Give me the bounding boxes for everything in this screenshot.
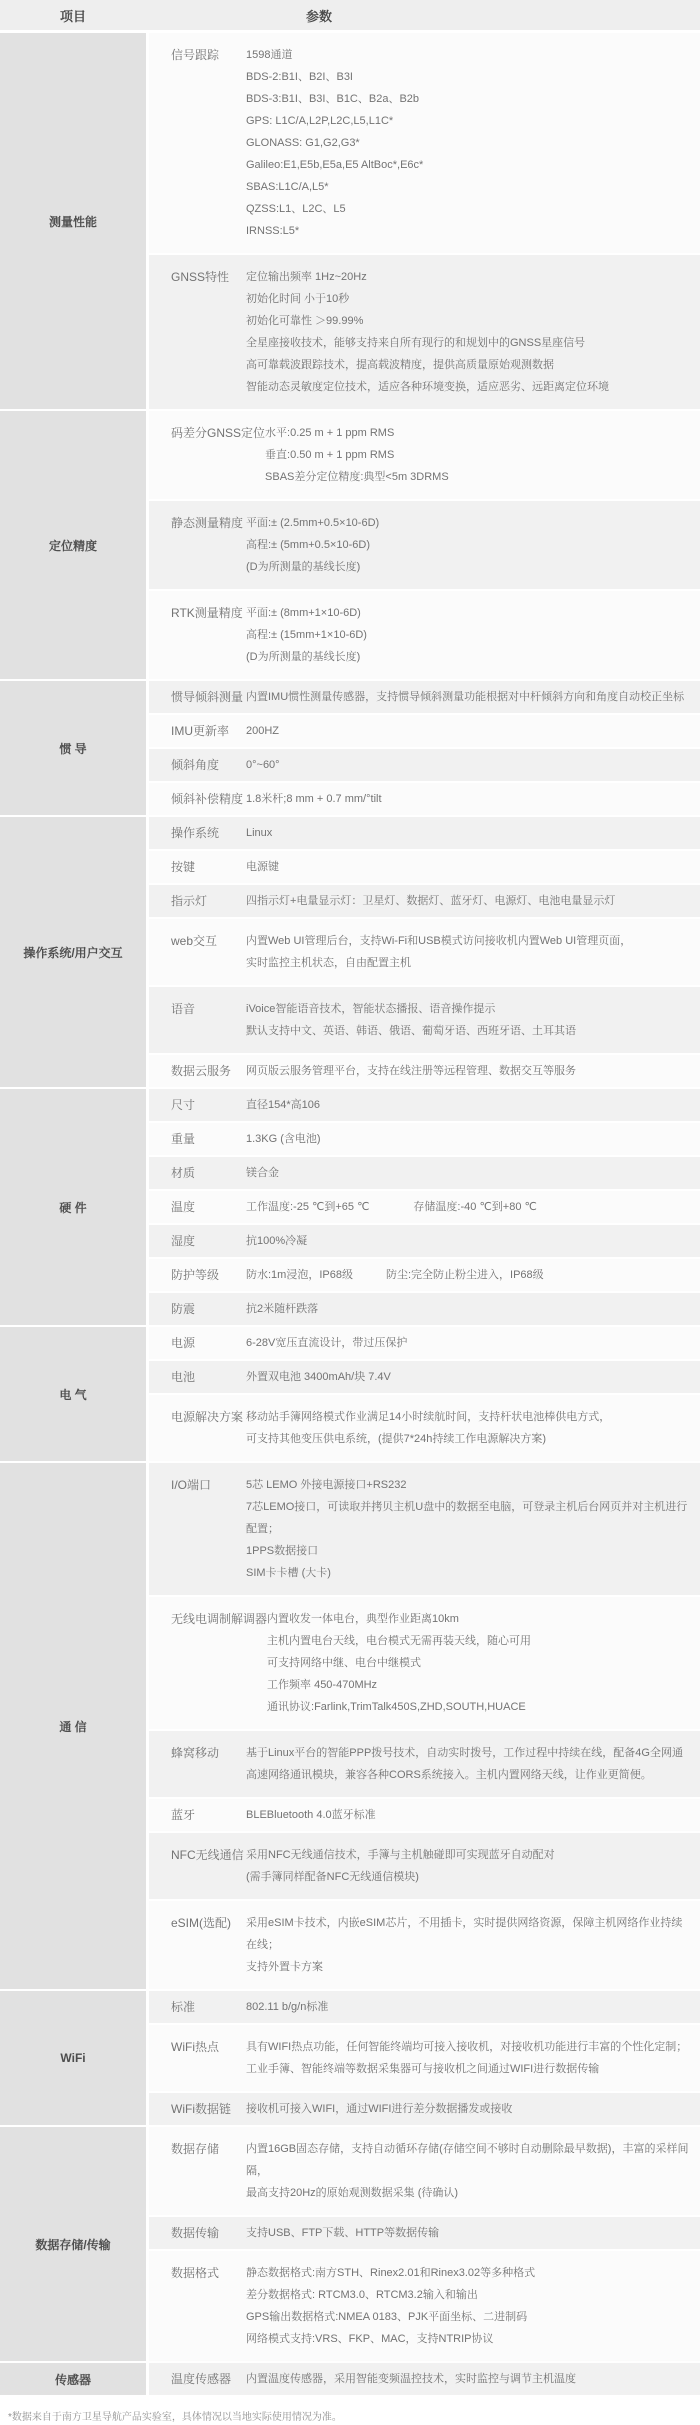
table-row bbox=[149, 817, 700, 849]
value-line: 可支持网络中继、电台中继模式 bbox=[267, 1657, 422, 1669]
param-label: WiFi数据链 bbox=[171, 2102, 231, 2116]
value-line: 电源键 bbox=[246, 861, 279, 873]
value-line: BDS-3:B1I、B3I、B1C、B2a、B2b bbox=[246, 93, 420, 105]
param-value bbox=[246, 2222, 700, 2244]
value-line: 采用NFC无线通信技术，手簿与主机触碰即可实现蓝牙自动配对 bbox=[246, 1849, 555, 1861]
param-value bbox=[265, 422, 700, 488]
param-label: I/O端口 bbox=[171, 1478, 212, 1492]
value-line: 最高支持20Hz的原始观测数据采集 (待确认) bbox=[246, 2187, 459, 2199]
value-line: QZSS:L1、L2C、L5 bbox=[246, 203, 346, 215]
category-cell: 测量性能 bbox=[0, 33, 146, 409]
param-value bbox=[246, 1474, 700, 1584]
spec-group bbox=[0, 681, 700, 815]
category-cell: 定位精度 bbox=[0, 411, 146, 679]
table-row bbox=[149, 255, 700, 409]
value-line: 平面:± (8mm+1×10-6D) bbox=[246, 607, 361, 619]
table-row bbox=[149, 715, 700, 747]
value-line: 1.3KG (含电池) bbox=[246, 1133, 321, 1145]
param-value bbox=[246, 998, 700, 1042]
value-line: 初始化可靠性 ＞99.99% bbox=[246, 315, 364, 327]
param-value bbox=[246, 2138, 700, 2204]
value-line: 通讯协议:Farlink,TrimTalk450S,ZHD,SOUTH,HUACE bbox=[267, 1701, 526, 1713]
table-row bbox=[149, 1259, 700, 1291]
spec-group bbox=[0, 1089, 700, 1325]
param-value bbox=[246, 1298, 700, 1320]
table-row bbox=[149, 411, 700, 499]
param-value bbox=[246, 2036, 700, 2080]
param-label: 材质 bbox=[171, 1166, 196, 1180]
value-line: 移动站手簿网络模式作业满足14小时续航时间，支持杆状电池棒供电方式， bbox=[246, 1411, 611, 1423]
param-label: 标准 bbox=[171, 2000, 196, 2014]
table-row bbox=[149, 1123, 700, 1155]
param-label: 电源解决方案 bbox=[171, 1410, 244, 1424]
param-value bbox=[246, 856, 700, 878]
value-line: 1.8米杆;8 mm + 0.7 mm/°tilt bbox=[246, 793, 382, 805]
param-label: 电源 bbox=[171, 1336, 196, 1350]
param-label: 防护等级 bbox=[171, 1268, 220, 1282]
param-value bbox=[246, 2262, 700, 2350]
param-label: 数据传输 bbox=[171, 2226, 220, 2240]
param-value bbox=[246, 754, 700, 776]
param-value bbox=[246, 1804, 700, 1826]
param-label: WiFi热点 bbox=[171, 2040, 219, 2054]
category-cell: 操作系统/用户交互 bbox=[0, 817, 146, 1087]
value-line: Linux bbox=[246, 827, 273, 839]
value-line: 静态数据格式:南方STH、Rinex2.01和Rinex3.02等多种格式 bbox=[246, 2267, 536, 2279]
param-label: 信号跟踪 bbox=[171, 48, 220, 62]
value-line: 网络模式支持:VRS、FKP、MAC，支持NTRIP协议 bbox=[246, 2333, 494, 2345]
param-value bbox=[246, 1230, 700, 1252]
table-row bbox=[149, 2363, 700, 2395]
param-label: 温度传感器 bbox=[171, 2372, 232, 2386]
value-line: 可支持其他变压供电系统，(提供7*24h持续工作电源解决方案) bbox=[246, 1433, 547, 1445]
header-item-column: 项目 bbox=[59, 8, 86, 24]
param-value bbox=[246, 930, 700, 974]
value-line: 内置收发一体电台，典型作业距离10km bbox=[267, 1613, 459, 1625]
table-row bbox=[149, 851, 700, 883]
param-value bbox=[246, 266, 700, 398]
table-row bbox=[149, 2025, 700, 2091]
table-row bbox=[149, 783, 700, 815]
table-row bbox=[149, 1901, 700, 1989]
table-row bbox=[149, 1089, 700, 1121]
category-cell: 传感器 bbox=[0, 2363, 146, 2395]
value-line: 内置温度传感器，采用智能变频温控技术，实时监控与调节主机温度 bbox=[246, 2373, 576, 2385]
table-row bbox=[149, 1225, 700, 1257]
param-value bbox=[246, 1332, 700, 1354]
param-label: 倾斜补偿精度 bbox=[171, 792, 244, 806]
value-line: 平面:± (2.5mm+0.5×10-6D) bbox=[246, 517, 380, 529]
footnote: *数据来自于南方卫星导航产品实验室，具体情况以当地实际使用情况为准。 bbox=[8, 2412, 342, 2423]
value-line: IRNSS:L5* bbox=[246, 225, 300, 237]
value-line: 工作频率 450-470MHz bbox=[267, 1679, 378, 1691]
param-value bbox=[246, 512, 700, 578]
param-label: 操作系统 bbox=[171, 826, 220, 840]
value-line: 1598通道 bbox=[246, 49, 293, 61]
param-value bbox=[246, 2098, 700, 2120]
table-row bbox=[149, 919, 700, 985]
value-line: SBAS差分定位精度:典型<5m 3DRMS bbox=[265, 471, 449, 483]
value-line: Galileo:E1,E5b,E5a,E5 AltBoc*,E6c* bbox=[246, 159, 424, 171]
table-row bbox=[149, 1833, 700, 1899]
param-value bbox=[246, 1996, 700, 2018]
header-param-column: 参数 bbox=[306, 8, 333, 24]
value-line: 具有WIFI热点功能，任何智能终端均可接入接收机，对接收机功能进行丰富的个性化定制； bbox=[246, 2041, 688, 2053]
value-line: 初始化时间 小于10秒 bbox=[246, 293, 350, 305]
param-value bbox=[246, 1912, 700, 1978]
param-label: IMU更新率 bbox=[171, 724, 229, 738]
param-label: 倾斜角度 bbox=[171, 758, 220, 772]
param-label: 无线电调制解调器 bbox=[171, 1612, 268, 1626]
value-line: 实时监控主机状态，自由配置主机 bbox=[246, 957, 411, 969]
param-value bbox=[246, 1094, 700, 1116]
param-label: 湿度 bbox=[171, 1234, 196, 1248]
value-line: (D为所测量的基线长度) bbox=[246, 651, 361, 663]
value-line: 802.11 b/g/n标准 bbox=[246, 2001, 329, 2013]
value-line: 垂直:0.50 m + 1 ppm RMS bbox=[265, 449, 395, 461]
table-row bbox=[149, 1799, 700, 1831]
table-row bbox=[149, 2217, 700, 2249]
value-line: SBAS:L1C/A,L5* bbox=[246, 181, 329, 193]
param-value bbox=[246, 720, 700, 742]
value-line: 全星座接收技术，能够支持来自所有现行的和规划中的GNSS星座信号 bbox=[246, 337, 586, 349]
param-label: 按键 bbox=[171, 860, 196, 874]
param-value bbox=[246, 1196, 700, 1218]
param-value bbox=[246, 1128, 700, 1150]
table-row bbox=[149, 749, 700, 781]
value-line: SIM卡卡槽 (大卡) bbox=[246, 1567, 331, 1579]
table-row bbox=[149, 681, 700, 713]
value-line: 1PPS数据接口 bbox=[246, 1545, 319, 1557]
table-row bbox=[149, 885, 700, 917]
table-row bbox=[149, 987, 700, 1053]
value-line: 200HZ bbox=[246, 725, 280, 737]
spec-group bbox=[0, 411, 700, 679]
table-row bbox=[149, 1361, 700, 1393]
value-line: 抗2米随杆跌落 bbox=[246, 1303, 319, 1315]
param-value bbox=[267, 1608, 700, 1718]
param-label: 温度 bbox=[171, 1200, 196, 1214]
param-value bbox=[246, 44, 700, 242]
param-label: 数据存储 bbox=[171, 2142, 220, 2156]
table-row bbox=[149, 33, 700, 253]
param-value bbox=[246, 822, 700, 844]
spec-group bbox=[0, 2127, 700, 2361]
value-line: 基于Linux平台的智能PPP拨号技术，自动实时拨号，工作过程中持续在线，配备4G全网通 bbox=[246, 1747, 683, 1759]
category-cell: 数据存储/传输 bbox=[0, 2127, 146, 2361]
value-line: 抗100%冷凝 bbox=[246, 1235, 308, 1247]
param-label: 指示灯 bbox=[171, 894, 208, 908]
table-row bbox=[149, 1055, 700, 1087]
value-line: 工业手簿、智能终端等数据采集器可与接收机之间通过WIFI进行数据传输 bbox=[246, 2063, 600, 2075]
table-row bbox=[149, 1731, 700, 1797]
param-label: 码差分GNSS定位 bbox=[171, 426, 266, 440]
spec-table bbox=[0, 33, 700, 2395]
value-line: 防水:1m浸泡，IP68级 防尘:完全防止粉尘进入，IP68级 bbox=[246, 1269, 544, 1281]
param-label: 数据格式 bbox=[171, 2266, 220, 2280]
value-line: 支持USB、FTP下载、HTTP等数据传输 bbox=[246, 2227, 440, 2239]
param-value bbox=[246, 1264, 700, 1286]
param-label: 静态测量精度 bbox=[171, 516, 244, 530]
value-line: 四指示灯+电量显示灯：卫星灯、数据灯、蓝牙灯、电源灯、电池电量显示灯 bbox=[246, 895, 616, 907]
param-value bbox=[246, 1844, 700, 1888]
value-line: 采用eSIM卡技术，内嵌eSIM芯片，不用插卡，实时提供网络资源，保障主机网络作业持续在线； bbox=[246, 1917, 683, 1951]
value-line: 差分数据格式: RTCM3.0、RTCM3.2输入和输出 bbox=[246, 2289, 478, 2301]
value-line: GLONASS: G1,G2,G3* bbox=[246, 137, 360, 149]
param-value bbox=[246, 1742, 700, 1786]
value-line: 网页版云服务管理平台，支持在线注册等远程管理、数据交互等服务 bbox=[246, 1065, 576, 1077]
value-line: 主机内置电台天线，电台模式无需再装天线，随心可用 bbox=[267, 1635, 532, 1647]
value-line: 5芯 LEMO 外接电源接口+RS232 bbox=[246, 1479, 407, 1491]
param-value bbox=[246, 1366, 700, 1388]
value-line: 接收机可接入WIFI，通过WIFI进行差分数据播发或接收 bbox=[246, 2103, 513, 2115]
value-line: 支持外置卡方案 bbox=[246, 1961, 323, 1973]
value-line: GPS输出数据格式:NMEA 0183、PJK平面坐标、二进制码 bbox=[246, 2311, 528, 2323]
value-line: 智能动态灵敏度定位技术，适应各种环境变换，适应恶劣、远距离定位环境 bbox=[246, 381, 609, 393]
param-value bbox=[246, 1406, 700, 1450]
param-label: 语音 bbox=[171, 1002, 196, 1016]
value-line: 7芯LEMO接口，可读取并拷贝主机U盘中的数据至电脑，可登录主机后台网页并对主机进行配置； bbox=[246, 1501, 688, 1535]
category-cell: 通 信 bbox=[0, 1463, 146, 1989]
spec-group bbox=[0, 1327, 700, 1461]
param-label: 数据云服务 bbox=[171, 1064, 232, 1078]
table-row bbox=[149, 2093, 700, 2125]
param-value bbox=[246, 1162, 700, 1184]
table-row bbox=[149, 591, 700, 679]
param-value bbox=[246, 788, 700, 810]
param-label: web交互 bbox=[171, 934, 218, 948]
value-line: 高程:± (15mm+1×10-6D) bbox=[246, 629, 367, 641]
category-cell: WiFi bbox=[0, 1991, 146, 2125]
table-row bbox=[149, 1293, 700, 1325]
value-line: 高程:± (5mm+0.5×10-6D) bbox=[246, 539, 371, 551]
param-value bbox=[246, 2368, 700, 2390]
param-label: RTK测量精度 bbox=[171, 606, 243, 620]
table-row bbox=[149, 1597, 700, 1729]
value-line: 内置Web UI管理后台，支持Wi-Fi和USB模式访问接收机内置Web UI管理页面， bbox=[246, 935, 632, 947]
table-row bbox=[149, 1991, 700, 2023]
param-label: 重量 bbox=[171, 1132, 196, 1146]
table-header bbox=[0, 0, 700, 30]
value-line: 工作温度:-25 ℃到+65 ℃ 存储温度:-40 ℃到+80 ℃ bbox=[246, 1201, 537, 1213]
table-row bbox=[149, 2127, 700, 2215]
value-line: 内置IMU惯性测量传感器，支持惯导倾斜测量功能根据对中杆倾斜方向和角度自动校正坐标 bbox=[246, 691, 685, 703]
param-label: GNSS特性 bbox=[171, 270, 230, 284]
value-line: 0°~60° bbox=[246, 759, 280, 771]
spec-group bbox=[0, 2363, 700, 2395]
value-line: 6-28V宽压直流设计，带过压保护 bbox=[246, 1337, 408, 1349]
value-line: 镁合金 bbox=[246, 1167, 279, 1179]
param-label: 防震 bbox=[171, 1302, 196, 1316]
value-line: 外置双电池 3400mAh/块 7.4V bbox=[246, 1371, 391, 1383]
value-line: GPS: L1C/A,L2P,L2C,L5,L1C* bbox=[246, 115, 394, 127]
category-cell: 硬 件 bbox=[0, 1089, 146, 1325]
category-cell: 惯 导 bbox=[0, 681, 146, 815]
param-label: 尺寸 bbox=[171, 1098, 196, 1112]
table-row bbox=[149, 2251, 700, 2361]
param-label: 电池 bbox=[171, 1370, 196, 1384]
value-line: 水平:0.25 m + 1 ppm RMS bbox=[265, 427, 395, 439]
value-line: 定位输出频率 1Hz~20Hz bbox=[246, 271, 367, 283]
value-line: BDS-2:B1I、B2I、B3I bbox=[246, 71, 353, 83]
value-line: 高速网络通讯模块，兼容各种CORS系统接入。主机内置网络天线，让作业更简便。 bbox=[246, 1769, 652, 1781]
spec-group bbox=[0, 33, 700, 409]
param-label: 惯导倾斜测量 bbox=[171, 690, 244, 704]
param-value bbox=[246, 686, 700, 708]
param-label: NFC无线通信 bbox=[171, 1848, 244, 1862]
param-value bbox=[246, 602, 700, 668]
category-cell: 电 气 bbox=[0, 1327, 146, 1461]
param-value bbox=[246, 1060, 700, 1082]
value-line: (D为所测量的基线长度) bbox=[246, 561, 361, 573]
value-line: 高可靠载波跟踪技术，提高载波精度，提供高质量原始观测数据 bbox=[246, 359, 554, 371]
value-line: 直径154*高106 bbox=[246, 1099, 320, 1111]
value-line: 内置16GB固态存储，支持自动循环存储(存储空间不够时自动删除最早数据)，丰富的采样间隔， bbox=[246, 2143, 689, 2177]
param-value bbox=[246, 890, 700, 912]
table-row bbox=[149, 1327, 700, 1359]
table-row bbox=[149, 1463, 700, 1595]
param-label: 蓝牙 bbox=[171, 1808, 196, 1822]
table-row bbox=[149, 1191, 700, 1223]
param-label: 蜂窝移动 bbox=[171, 1746, 220, 1760]
spec-group bbox=[0, 817, 700, 1087]
value-line: 默认支持中文、英语、韩语、俄语、葡萄牙语、西班牙语、土耳其语 bbox=[246, 1025, 576, 1037]
spec-group bbox=[0, 1463, 700, 1989]
spec-group bbox=[0, 1991, 700, 2125]
table-row bbox=[149, 1395, 700, 1461]
value-line: (需手簿同样配备NFC无线通信模块) bbox=[246, 1871, 419, 1883]
value-line: BLEBluetooth 4.0蓝牙标准 bbox=[246, 1809, 376, 1821]
param-label: eSIM(选配) bbox=[171, 1916, 232, 1930]
table-row bbox=[149, 501, 700, 589]
value-line: iVoice智能语音技术，智能状态播报、语音操作提示 bbox=[246, 1003, 496, 1015]
table-row bbox=[149, 1157, 700, 1189]
